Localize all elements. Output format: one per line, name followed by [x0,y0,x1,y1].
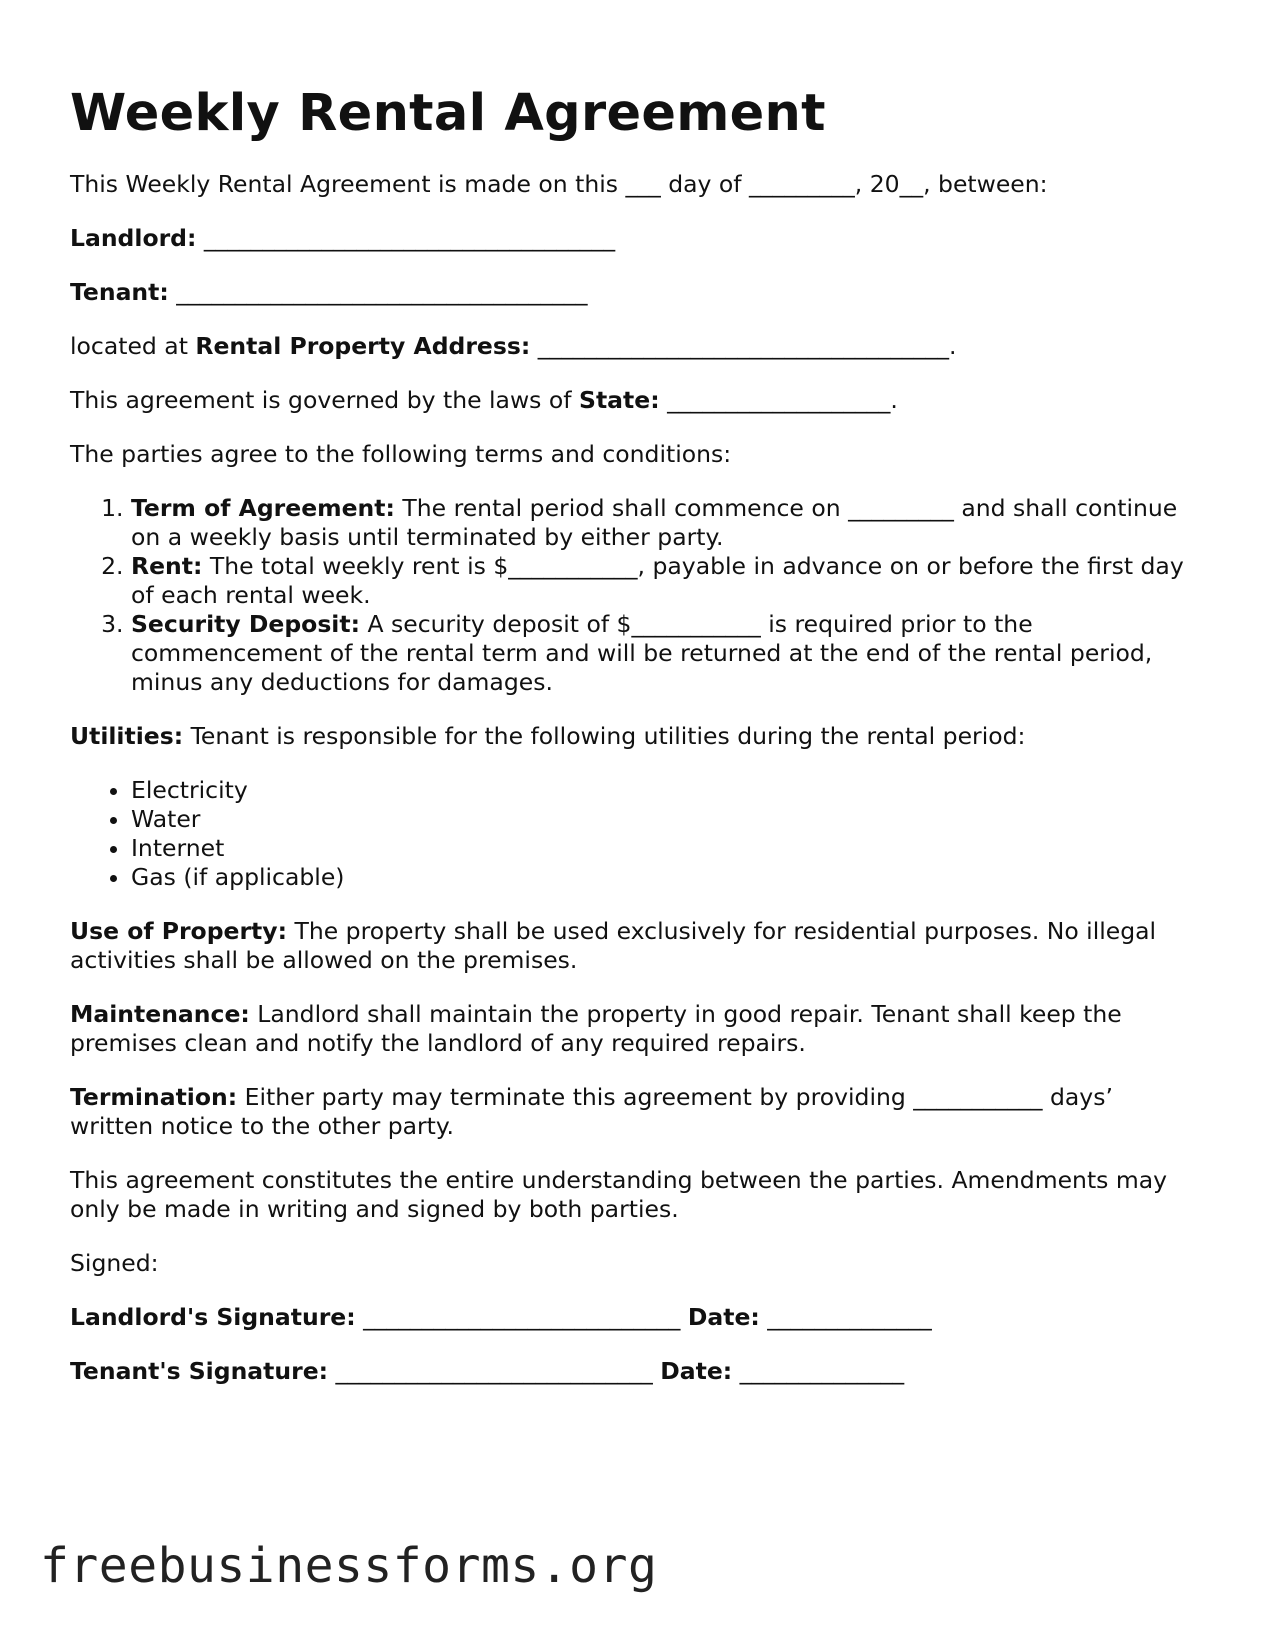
signed-label: Signed: [70,1249,159,1277]
agreement-document [70,82,1190,1411]
tenant-label: Tenant: [70,278,169,306]
state-line [70,386,1190,415]
term-label: Rent: [131,552,203,580]
termination-paragraph [70,1083,1190,1141]
tenant-date-blank: ______________ [732,1357,905,1385]
tenant-signature-line [70,1357,1190,1386]
tenant-blank: ___________________________________ [168,278,588,306]
maintenance-label: Maintenance: [70,1000,250,1028]
term-label: Security Deposit: [131,610,360,638]
landlord-blank: ___________________________________ [196,224,616,252]
landlord-label: Landlord: [70,224,197,252]
utility-item: • Internet [131,834,1190,863]
utility-item: • Electricity [131,776,1190,805]
intro-paragraph: This Weekly Rental Agreement is made on this ___ day of _________, 20__, between: [70,170,1048,198]
landlord-line [70,224,1190,253]
landlord-date-label: Date: [687,1303,760,1331]
state-blank: ___________________. [659,386,898,414]
address-label: Rental Property Address: [195,332,531,360]
term-item [131,610,1190,697]
address-prefix: located at [70,332,196,360]
landlord-date-blank: ______________ [759,1303,932,1331]
state-label: State: [579,386,660,414]
termination-text: Either party may terminate this agreement by providing ___________ days’ written notice to the other party. [70,1083,1113,1140]
maintenance-paragraph [70,1000,1190,1058]
use-text: The property shall be used exclusively for residential purposes. No illegal activities shall be allowed on the premises. [70,917,1157,974]
tenant-signature-blank: ___________________________ [328,1357,661,1385]
tenant-line [70,278,1190,307]
landlord-signature-label: Landlord's Signature: [70,1303,356,1331]
use-paragraph [70,917,1190,975]
term-label: Term of Agreement: [131,494,395,522]
tenant-date-label: Date: [660,1357,733,1385]
document-title: Weekly Rental Agreement [70,84,826,143]
term-item [131,552,1190,610]
site-watermark: freebusinessforms.org [40,1538,658,1594]
utility-item: • Gas (if applicable) [131,863,1190,892]
utilities-text: Tenant is responsible for the following utilities during the rental period: [183,722,1026,750]
term-text: The total weekly rent is $___________, payable in advance on or before the first day of each rental week. [131,552,1184,609]
utilities-paragraph [70,722,1190,751]
term-text: A security deposit of $___________ is required prior to the commencement of the rental term and will be returned at the end of the rental period, minus any deductions for damages. [131,610,1153,696]
address-blank: ___________________________________. [530,332,957,360]
terms-intro: The parties agree to the following terms and conditions: [70,440,732,468]
utility-item: • Water [131,805,1190,834]
term-text: The rental period shall commence on _________ and shall continue on a weekly basis until terminated by either party. [131,494,1178,551]
entire-agreement-paragraph: This agreement constitutes the entire understanding between the parties. Amendments may only be made in writing and signed by both parties. [70,1166,1168,1223]
utilities-list [70,776,1190,892]
landlord-signature-blank: ___________________________ [355,1303,688,1331]
term-item [131,494,1190,552]
terms-list [70,494,1190,697]
tenant-signature-label: Tenant's Signature: [70,1357,329,1385]
maintenance-text: Landlord shall maintain the property in good repair. Tenant shall keep the premises clean and notify the landlord of any required repairs. [70,1000,1122,1057]
address-line [70,332,1190,361]
utilities-label: Utilities: [70,722,184,750]
use-label: Use of Property: [70,917,287,945]
state-prefix: This agreement is governed by the laws of [70,386,580,414]
termination-label: Termination: [70,1083,238,1111]
landlord-signature-line [70,1303,1190,1332]
